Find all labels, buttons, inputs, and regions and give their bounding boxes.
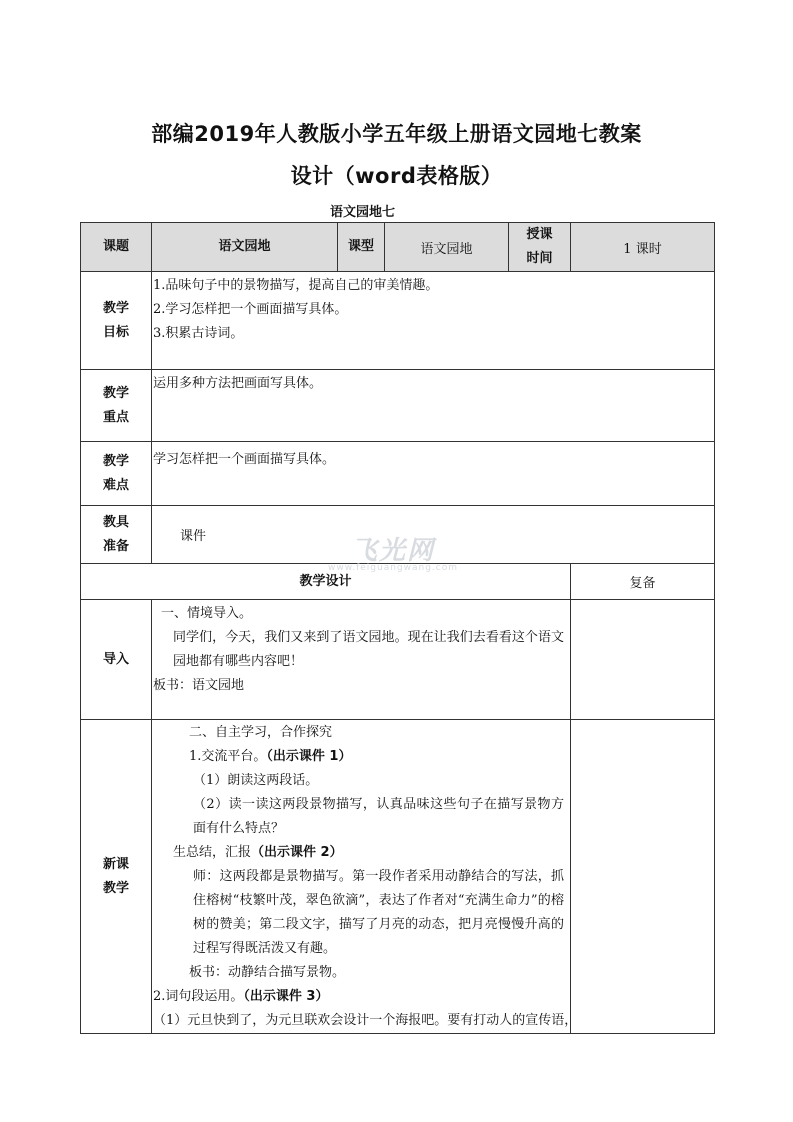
intro-label: 导入 bbox=[81, 600, 152, 720]
intro-row bbox=[81, 600, 715, 720]
lesson-label: 新课 教学 bbox=[81, 720, 152, 1034]
time-label: 授课 时间 bbox=[509, 223, 571, 272]
tools-content: 课件 bbox=[152, 506, 715, 564]
focus-label: 教学 重点 bbox=[81, 370, 152, 442]
goals-row bbox=[81, 272, 715, 370]
focus-row bbox=[81, 370, 715, 442]
tools-label: 教具 准备 bbox=[81, 506, 152, 564]
time-value: 1 课时 bbox=[571, 223, 715, 272]
intro-content: 一、情境导入。 同学们，今天，我们又来到了语文园地。现在让我们去看看这个语文园地都有哪些内容吧！ 板书：语文园地 bbox=[152, 600, 571, 720]
header-row bbox=[81, 223, 715, 272]
design-header-row bbox=[81, 564, 715, 600]
lesson-content: 二、自主学习，合作探究 1.交流平台。（出示课件 1） （1）朗读这两段话。 （2）读一读这两段景物描写，认真品味这些句子在描写景物方面有什么特点？ 生总结，汇报（出示课件 2） 师：这两段都是景物描写。第一段作者采用动静结合的写法，抓住榕树“枝繁叶茂，翠色欲滴”，表达了作者对“充满生命力”的榕树的赞美；第二段文字，描写了月亮的动态，把月亮慢慢升高的过程写得既活泼又有趣。 板书：动静结合描写景物。 2.词句段运用。（出示课件 3） （1）元旦快到了，为元旦联欢会设计一个海报吧。要有打动人的宣传语， bbox=[152, 720, 571, 1034]
difficulty-label: 教学 难点 bbox=[81, 442, 152, 506]
goal-item: 1.品味句子中的景物描写，提高自己的审美情趣。 bbox=[153, 278, 439, 293]
topic-value: 语文园地 bbox=[152, 223, 338, 272]
goal-item: 3.积累古诗词。 bbox=[153, 326, 244, 341]
design-label: 教学设计 bbox=[81, 564, 571, 600]
goal-item: 2.学习怎样把一个画面描写具体。 bbox=[153, 302, 348, 317]
goals-content bbox=[152, 272, 715, 370]
tools-row bbox=[81, 506, 715, 564]
lesson-row bbox=[81, 720, 715, 1034]
lesson-review bbox=[571, 720, 715, 1034]
document-title-line2: 设计（word表格版） bbox=[290, 164, 503, 188]
document-title-line1: 部编2019年人教版小学五年级上册语文园地七教案 bbox=[151, 122, 642, 146]
goals-label: 教学 目标 bbox=[81, 272, 152, 370]
document-subtitle: 语文园地七 bbox=[330, 205, 396, 220]
type-label: 课型 bbox=[338, 223, 385, 272]
intro-review bbox=[571, 600, 715, 720]
lesson-plan-table bbox=[80, 222, 715, 1034]
watermark-logo: 飞光网 www.feiguangwang.com bbox=[327, 536, 459, 573]
difficulty-row bbox=[81, 442, 715, 506]
difficulty-content: 学习怎样把一个画面描写具体。 bbox=[152, 442, 715, 506]
type-value: 语文园地 bbox=[385, 223, 509, 272]
review-label: 复备 bbox=[571, 564, 715, 600]
focus-content: 运用多种方法把画面写具体。 bbox=[152, 370, 715, 442]
topic-label: 课题 bbox=[81, 223, 152, 272]
